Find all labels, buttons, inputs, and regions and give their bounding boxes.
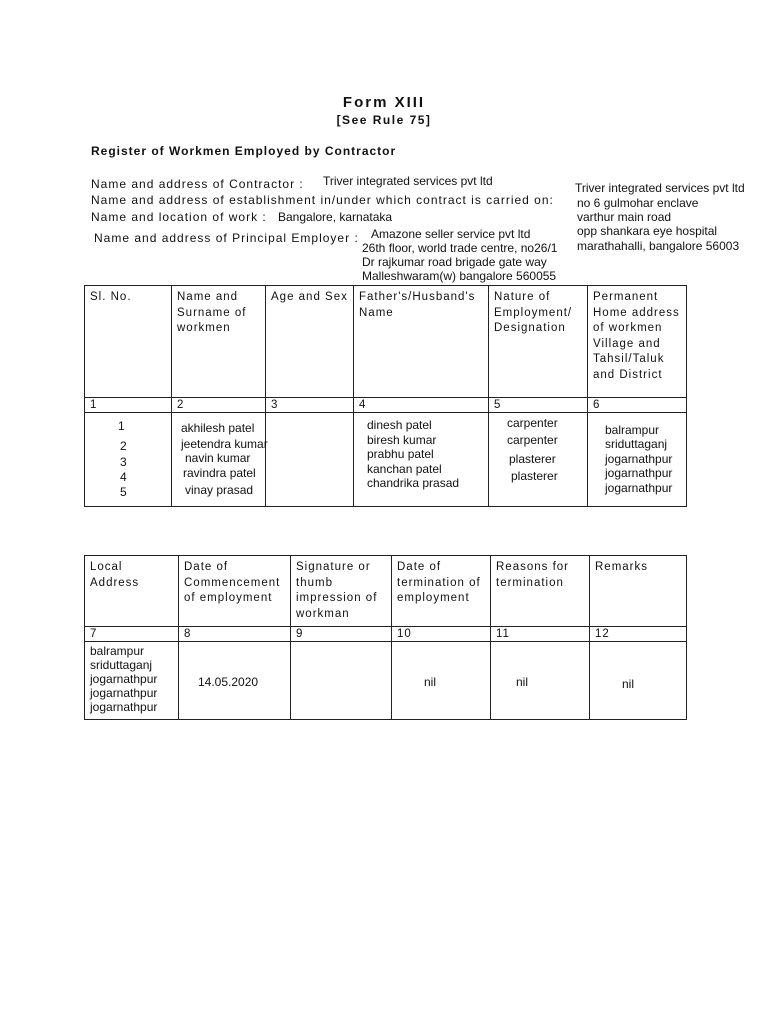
workman-name: ravindra patel [183, 466, 256, 480]
age-sex-cell [266, 413, 354, 507]
column-number: 10 [392, 627, 491, 642]
header-signature: Signature or thumb impression of workman [291, 556, 392, 627]
commencement-cell [179, 642, 291, 720]
establishment-line: Triver integrated services pvt ltd [575, 181, 745, 195]
home-address: sriduttaganj [605, 437, 668, 451]
column-number: 6 [588, 398, 687, 413]
header-age-sex: Age and Sex [266, 286, 354, 398]
establishment-line: no 6 gulmohar enclave [577, 196, 699, 210]
home-address: jogarnathpur [605, 452, 673, 466]
serial-cell [85, 413, 172, 507]
father-name: biresh kumar [367, 433, 437, 447]
column-number: 3 [266, 398, 354, 413]
home-address: jogarnathpur [605, 481, 673, 495]
header-commencement: Date of Commencement of employment [179, 556, 291, 627]
workman-name: vinay prasad [185, 483, 254, 497]
principal-line: Dr rajkumar road brigade gate way [362, 255, 547, 269]
column-number: 1 [85, 398, 172, 413]
designation: carpenter [507, 433, 558, 447]
workman-name: jeetendra kumar [181, 437, 268, 451]
signature-cell [291, 642, 392, 720]
serial-number: 5 [120, 485, 127, 499]
father-name: dinesh patel [367, 418, 432, 432]
father-name: chandrika prasad [367, 476, 460, 490]
header-termination: Date of termination of employment [392, 556, 491, 627]
establishment-line: opp shankara eye hospital [577, 224, 718, 238]
header-remarks: Remarks [590, 556, 687, 627]
principal-line: Amazone seller service pvt ltd [371, 227, 531, 241]
register-heading: Register of Workmen Employed by Contractor [91, 144, 397, 158]
designation: carpenter [507, 416, 558, 430]
father-name: prabhu patel [367, 447, 434, 461]
serial-number: 1 [118, 419, 125, 433]
header-designation: Nature of Employment/ Designation [489, 286, 588, 398]
column-number: 4 [354, 398, 489, 413]
designation: plasterer [509, 452, 556, 466]
column-number: 5 [489, 398, 588, 413]
header-reasons: Reasons for termination [491, 556, 590, 627]
commencement-date: 14.05.2020 [198, 675, 259, 689]
remarks-cell [590, 642, 687, 720]
establishment-line: varthur main road [577, 210, 672, 224]
reasons-cell [491, 642, 590, 720]
serial-number: 3 [120, 455, 127, 469]
contractor-label: Name and address of Contractor : [91, 177, 304, 191]
establishment-line: marathahalli, bangalore 56003 [577, 239, 740, 253]
termination-cell [392, 642, 491, 720]
serial-number: 4 [120, 470, 127, 484]
header-sl-no: Sl. No. [85, 286, 172, 398]
column-number: 2 [172, 398, 266, 413]
local-address-cell [85, 642, 179, 720]
column-number: 7 [85, 627, 179, 642]
column-number: 12 [590, 627, 687, 642]
designation: plasterer [511, 469, 558, 483]
workman-name: akhilesh patel [181, 421, 255, 435]
father-name: kanchan patel [367, 462, 442, 476]
employment-table [84, 555, 687, 720]
form-subtitle: [See Rule 75] [336, 113, 432, 127]
local-address: balrampur [90, 644, 145, 658]
header-home-address: Permanent Home address of workmen Village and Tahsil/Taluk and District [588, 286, 687, 398]
termination-date: nil [424, 675, 437, 689]
principal-line: Malleshwaram(w) bangalore 560055 [362, 269, 557, 283]
header-father-name: Father's/Husband's Name [354, 286, 489, 398]
local-address: jogarnathpur [90, 672, 158, 686]
designations-cell [489, 413, 588, 507]
addresses-cell [588, 413, 687, 507]
home-address: balrampur [605, 423, 660, 437]
form-title: Form XIII [342, 94, 426, 111]
column-number: 8 [179, 627, 291, 642]
home-address: jogarnathpur [605, 466, 673, 480]
workman-name: navin kumar [185, 451, 251, 465]
fathers-cell [354, 413, 489, 507]
column-number: 11 [491, 627, 590, 642]
principal-employer-label: Name and address of Principal Employer : [94, 231, 359, 245]
local-address: jogarnathpur [90, 686, 158, 700]
remarks-value: nil [622, 677, 635, 691]
workmen-table [84, 285, 687, 507]
contractor-value: Triver integrated services pvt ltd [323, 174, 493, 188]
names-cell [172, 413, 266, 507]
termination-reason: nil [516, 675, 529, 689]
header-local-address: Local Address [85, 556, 179, 627]
principal-line: 26th floor, world trade centre, no26/1 [362, 241, 558, 255]
column-number: 9 [291, 627, 392, 642]
local-address: jogarnathpur [90, 700, 158, 714]
header-name: Name and Surname of workmen [172, 286, 266, 398]
serial-number: 2 [120, 439, 127, 453]
establishment-label: Name and address of establishment in/under which contract is carried on: [91, 193, 554, 207]
local-address: sriduttaganj [90, 658, 153, 672]
work-value: Bangalore, karnataka [278, 210, 393, 224]
work-label: Name and location of work : [91, 210, 267, 224]
